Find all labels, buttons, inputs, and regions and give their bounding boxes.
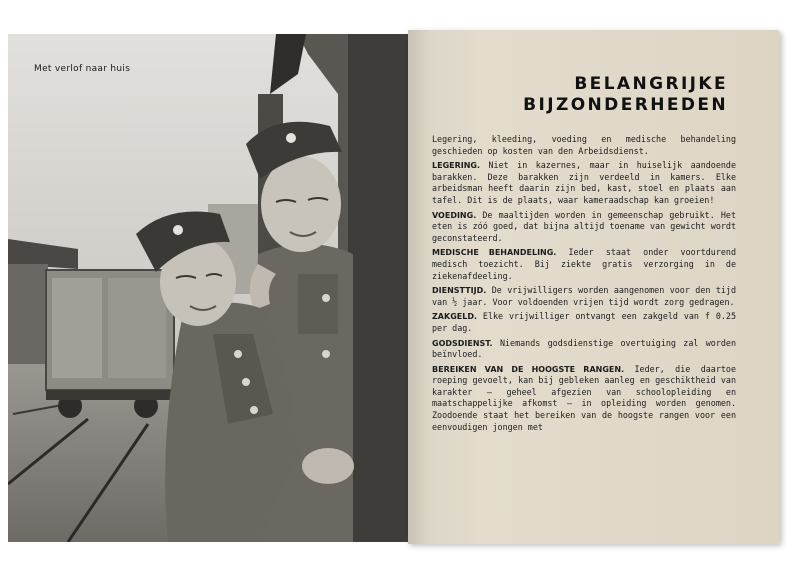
section-text: Niemands godsdienstige overtuiging zal worden beïnvloed. [432, 337, 736, 360]
section-zakgeld [432, 311, 736, 334]
section-voeding [432, 210, 736, 245]
right-page [408, 30, 780, 544]
section-text: Ieder staat onder voortdurend medisch toezicht. Bij ziekte gratis verzorging in de ziekenafdeeling. [432, 247, 736, 281]
section-text: Niet in kazernes, maar in huiselijk aandoende barakken. Deze barakken zijn verdeeld in kamers. Elke arbeidsman heeft daarin zijn bed, kast, stoel en plaats aan tafel. Dit is de plaats, waar kameraadschap kan groeien! [432, 160, 736, 205]
section-heading: LEGERING. [432, 161, 481, 171]
page-title [523, 74, 728, 116]
photo-caption: Met verlof naar huis [34, 64, 131, 74]
section-diensttijd [432, 285, 736, 308]
section-heading: ZAKGELD. [432, 312, 477, 322]
section-heading: GODSDIENST. [432, 338, 493, 348]
section-heading: VOEDING. [432, 210, 477, 220]
section-text: De vrijwilligers worden aangenomen voor den tijd van ½ jaar. Voor voldoenden vrijen tijd wordt zorg gedragen. [432, 285, 736, 307]
soldiers-photo [8, 34, 408, 542]
section-heading: DIENSTTIJD. [432, 286, 487, 296]
title-line-1: BELANGRIJKE [574, 74, 728, 94]
section-text: Ieder, die daartoe roeping gevoelt, kan bij gebleken aanleg en geschiktheid van karakter — geheel afgezien van schoolopleiding en maatschappelijke afkomst — in opleiding worden genomen. Zoodoende staat het bereiken van de hoogste rangen voor een eenvoudigen jongen met [432, 363, 736, 432]
section-hoogste-rangen [432, 364, 736, 434]
section-godsdienst [432, 338, 736, 361]
title-line-2: BIJZONDERHEDEN [523, 95, 728, 115]
intro-paragraph: Legering, kleeding, voeding en medische behandeling geschieden op kosten van den Arbeidsdienst. [432, 134, 736, 156]
section-legering [432, 160, 736, 206]
section-text: De maaltijden worden in gemeenschap gebruikt. Het eten is zóó goed, dat bijna altijd toename van gewicht wordt geconstateerd. [432, 209, 736, 243]
open-booklet [4, 26, 792, 546]
section-heading: BEREIKEN VAN DE HOOGSTE RANGEN. [432, 364, 625, 374]
section-medische-behandeling [432, 247, 736, 282]
section-heading: MEDISCHE BEHANDELING. [432, 248, 557, 258]
section-text: Elke vrijwilliger ontvangt een zakgeld van f 0.25 per dag. [432, 311, 736, 333]
body-text [432, 134, 736, 436]
left-page [8, 34, 408, 542]
